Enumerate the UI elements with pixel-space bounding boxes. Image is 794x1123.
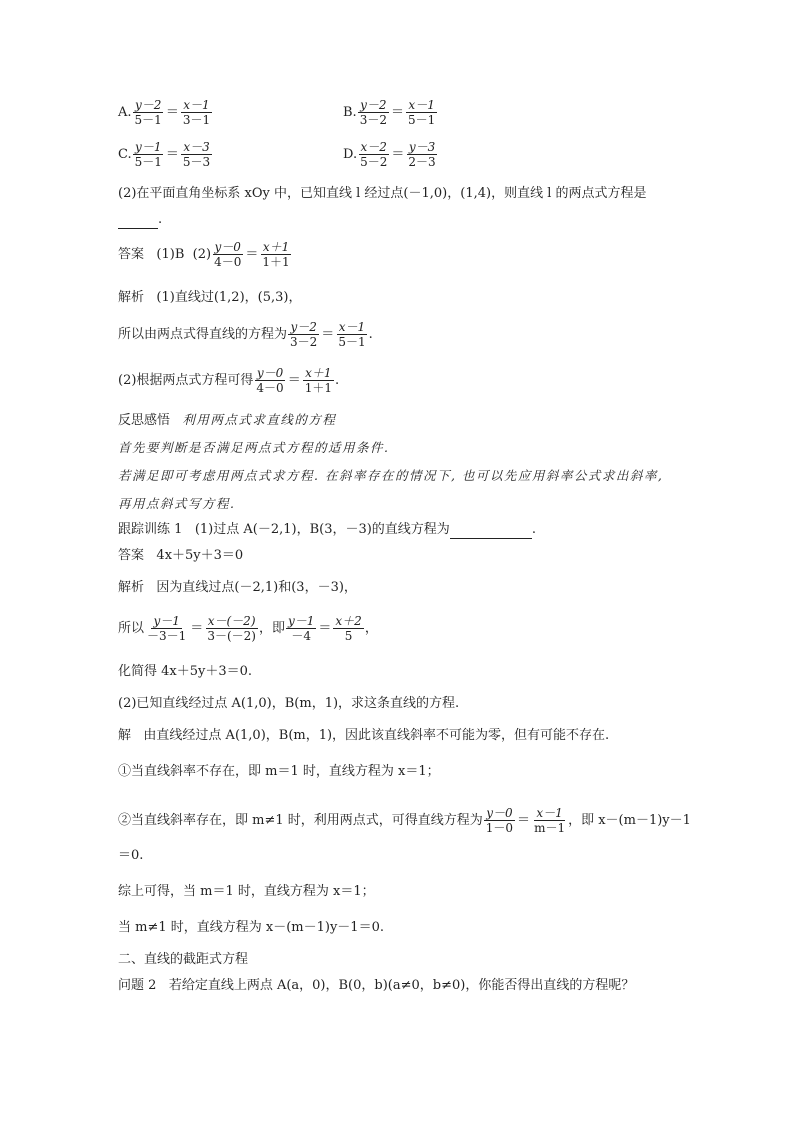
- fraction: $\frac{x+1}{1+1}$: [262, 240, 290, 269]
- fraction: $\frac{x+1}{1+1}$: [304, 366, 332, 395]
- practice-analysis-line-2: 所以 $\frac{y-1}{-3-1}$ ＝ $\frac{x-(-2)}{3-(-2)}$ ，即 $\frac{y-1}{-4}$ ＝ $\frac{x+2}{5}$ ，: [118, 614, 378, 643]
- practice-question-1: 跟踪训练 1 (1)过点 A(－2,1)，B(3，－3)的直线方程为 .: [118, 522, 536, 537]
- answer-label: 答案: [118, 247, 145, 262]
- solution-line-3: ②当直线斜率存在，即 m≠1 时，利用两点式，可得直线方程为 $\frac{y-0}{1-0}$ ＝ $\frac{x-1}{m-1}$ ，即 x－(m－1)y－1: [118, 806, 691, 835]
- option-c: C. $\frac{y-1}{5-1}$ ＝ $\frac{x-3}{5-3}$: [118, 140, 211, 169]
- fraction: $\frac{y-3}{2-3}$: [408, 140, 436, 169]
- fraction: $\frac{y-0}{1-0}$: [485, 806, 514, 835]
- answer-1: 答案 (1)B (2) $\frac{y-0}{4-0}$ ＝ $\frac{x+1}{1+1}$: [118, 240, 290, 269]
- reflection-line-1: 首先要判断是否满足两点式方程的适用条件.: [118, 440, 390, 455]
- fraction: $\frac{y-1}{5-1}$: [134, 140, 162, 169]
- solution-label: 解: [118, 728, 132, 743]
- reflection-heading: [118, 412, 336, 429]
- fraction: $\frac{x-(-2)}{3-(-2)}$: [207, 614, 256, 643]
- analysis-1-line-2: 所以由两点式得直线的方程为 $\frac{y-2}{3-2}$ ＝ $\frac{x-1}{5-1}$ .: [118, 320, 373, 349]
- solution-line-5: 综上可得，当 m＝1 时，直线方程为 x＝1；: [118, 884, 375, 899]
- option-b: B. $\frac{y-2}{3-2}$ ＝ $\frac{x-1}{5-1}$: [343, 98, 436, 127]
- option-b-label: B.: [343, 105, 357, 120]
- answer-blank: [118, 212, 158, 229]
- solution-line-2: ①当直线斜率不存在，即 m＝1 时，直线方程为 x＝1；: [118, 764, 440, 779]
- option-d-label: D.: [343, 147, 358, 162]
- section-2-heading: 二、直线的截距式方程: [118, 952, 249, 967]
- option-a: A. $\frac{y-2}{5-1}$ ＝ $\frac{x-1}{3-1}$: [118, 98, 211, 127]
- practice-answer: 答案 4x＋5y＋3＝0: [118, 548, 244, 563]
- fraction: $\frac{x-2}{5-2}$: [360, 140, 388, 169]
- reflection-line-3: 再用点斜式写方程.: [118, 496, 236, 511]
- fraction: $\frac{x+2}{5}$: [335, 614, 362, 643]
- reflection-label: 反思感悟: [118, 413, 171, 428]
- analysis-1-line-1: 解析 (1)直线过(1,2)，(5,3)，: [118, 290, 302, 305]
- practice-analysis-line-1: 解析 因为直线过点(－2,1)和(3，－3)，: [118, 580, 357, 595]
- fraction: $\frac{y-1}{-4}$: [287, 614, 315, 643]
- question-2-line-1: (2)在平面直角坐标系 xOy 中，已知直线 l 经过点(－1,0)，(1,4)，则直线 l 的两点式方程是: [118, 186, 647, 201]
- option-c-label: C.: [118, 147, 132, 162]
- solution-line-6: 当 m≠1 时，直线方程为 x－(m－1)y－1＝0.: [118, 920, 384, 935]
- analysis-label: 解析: [118, 290, 145, 305]
- analysis-label: 解析: [118, 580, 145, 595]
- question-2-line-2: .: [118, 212, 162, 229]
- fraction: $\frac{y-2}{3-2}$: [359, 98, 387, 127]
- fraction: $\frac{x-3}{5-3}$: [182, 140, 211, 169]
- practice-question-2: (2)已知直线经过点 A(1,0)，B(m，1)，求这条直线的方程.: [118, 696, 460, 711]
- solution-line-4: ＝0.: [118, 848, 144, 863]
- fraction: $\frac{y-2}{5-1}$: [134, 98, 162, 127]
- fraction: $\frac{y-2}{3-2}$: [290, 320, 318, 349]
- problem-label: 问题 2: [118, 978, 157, 993]
- fraction: $\frac{y-0}{4-0}$: [256, 366, 284, 395]
- practice-label: 跟踪训练 1: [118, 522, 183, 537]
- solution-line-1: 解 由直线经过点 A(1,0)，B(m，1)，因此该直线斜率不可能为零，但有可能不存在.: [118, 728, 610, 743]
- fraction: $\frac{y-1}{-3-1}$: [147, 614, 187, 643]
- practice-analysis-line-3: 化简得 4x＋5y＋3＝0.: [118, 664, 253, 679]
- reflection-title: 利用两点式求直线的方程: [182, 412, 337, 427]
- reflection-line-2: 若满足即可考虑用两点式求方程. 在斜率存在的情况下, 也可以先应用斜率公式求出斜率,: [118, 468, 664, 483]
- fraction: $\frac{x-1}{m-1}$: [534, 806, 566, 835]
- fraction: $\frac{x-1}{5-1}$: [407, 98, 436, 127]
- option-a-label: A.: [118, 105, 132, 120]
- fraction: $\frac{y-0}{4-0}$: [214, 240, 242, 269]
- answer-blank: [450, 522, 532, 539]
- fraction: $\frac{x-1}{3-1}$: [182, 98, 211, 127]
- analysis-1-line-3: (2)根据两点式方程可得 $\frac{y-0}{4-0}$ ＝ $\frac{x+1}{1+1}$ .: [118, 366, 340, 395]
- answer-label: 答案: [118, 548, 145, 563]
- problem-2: 问题 2 若给定直线上两点 A(a，0)，B(0，b)(a≠0，b≠0)，你能否得出直线的方程呢？: [118, 978, 635, 993]
- option-d: D. $\frac{x-2}{5-2}$ ＝ $\frac{y-3}{2-3}$: [343, 140, 436, 169]
- fraction: $\frac{x-1}{5-1}$: [338, 320, 366, 349]
